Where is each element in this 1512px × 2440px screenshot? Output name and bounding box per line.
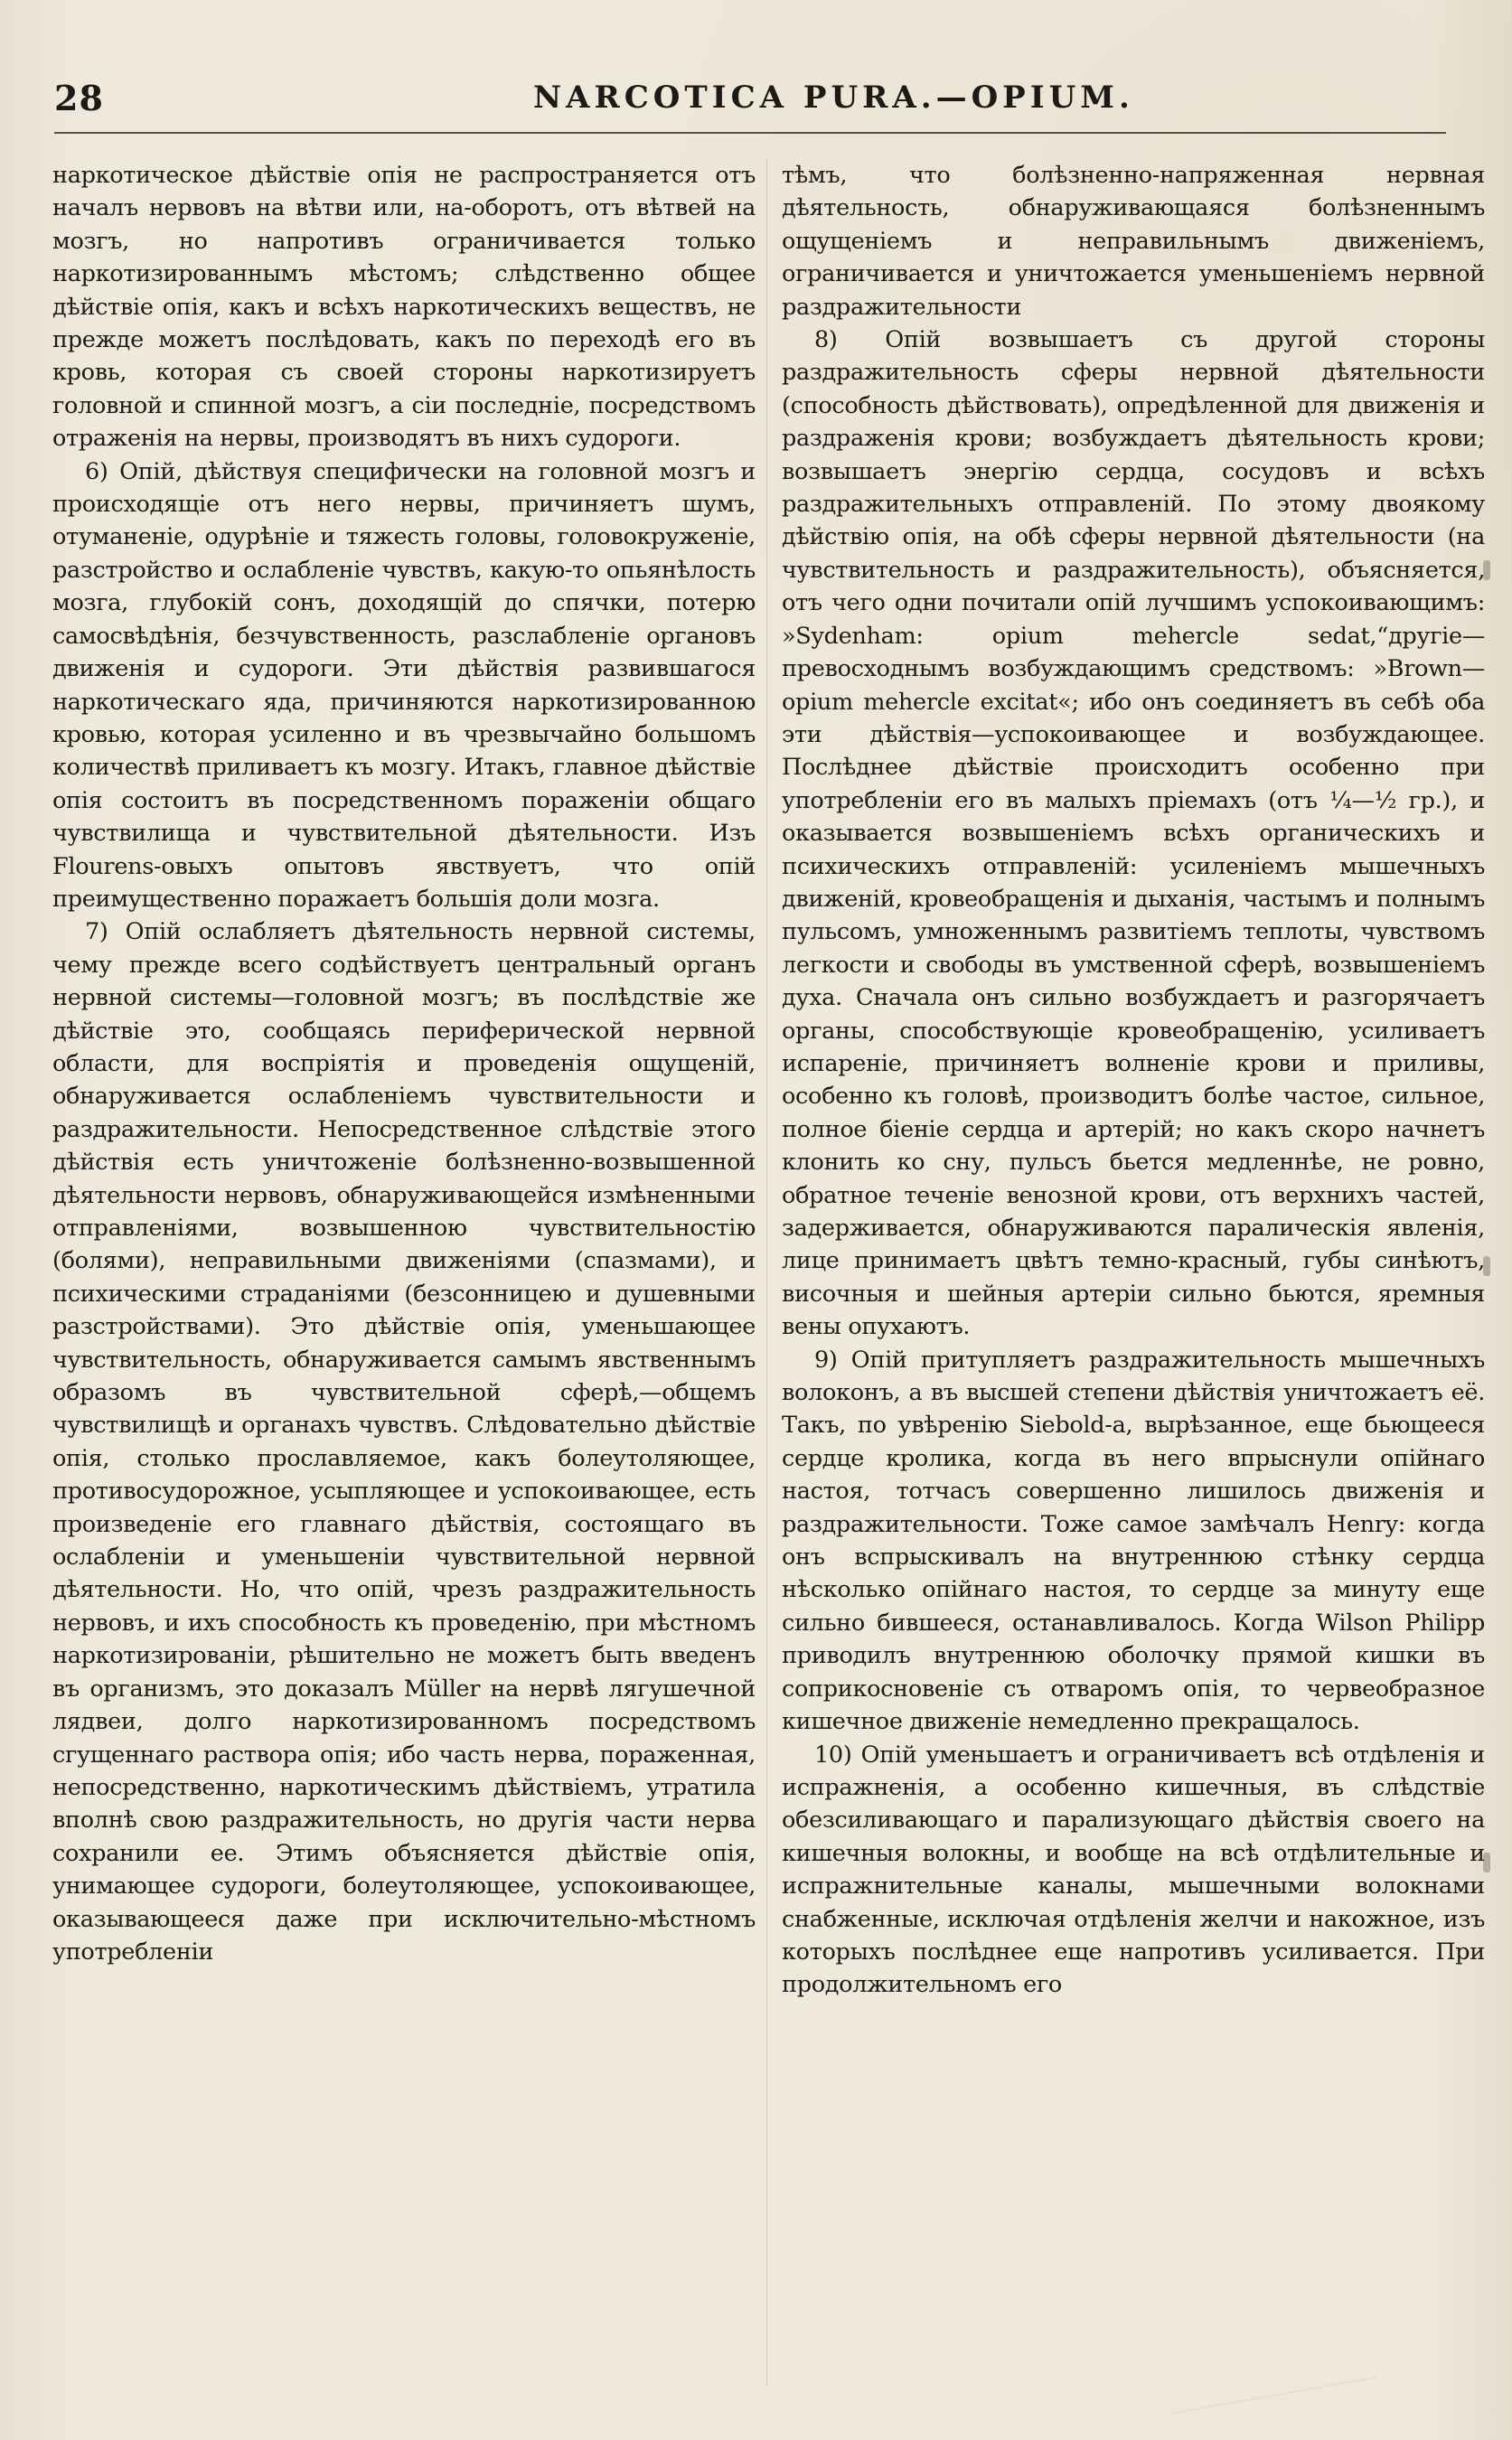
faint-marginalia [1162, 2323, 1376, 2415]
left-paragraph-2: 6) Опій, дѣйствуя специфически на головной мозгъ и происходящіе отъ него нервы, причиняетъ шумъ, отуманеніе, одурѣніе и тяжесть головы, головокруженіе, разстройство и ослабленіе чувствъ, какую-то опьянѣлость мозга, глубокій сонъ, доходящій до спячки, потерю самосвѣдѣнія, безчувственность, разслабленіе органовъ движенія и судороги. Эти дѣйствія развившагося наркотическаго яда, причиняются наркотизированною кровью, которая усиленно и въ чрезвычайно большомъ количествѣ приливаетъ къ мозгу. Итакъ, главное дѣйствіе опія состоитъ въ посредственномъ пораженіи общаго чувствилища и чувствительной дѣятельности. Изъ Flourens-овыхъ опытовъ явствуетъ, что опій преимущественно поражаетъ большія доли мозга. [52, 457, 756, 913]
page-header [54, 78, 1446, 141]
left-column [52, 159, 756, 1968]
left-paragraph-1: наркотическое дѣйствіе опія не распространяется отъ началъ нервовъ на вѣтви или, на-оборотъ, отъ вѣтвей на мозгъ, но напротивъ ограничивается только наркотизированнымъ мѣстомъ; слѣдственно общее дѣйствіе опія, какъ и всѣхъ наркотическихъ веществъ, не прежде можетъ послѣдовать, какъ по переходѣ его въ кровь, которая съ своей стороны наркотизируетъ головной и спинной мозгъ, а сіи последніе, посредствомъ отраженія на нервы, производятъ въ нихъ судороги. [52, 162, 756, 453]
margin-mark [1483, 1256, 1490, 1276]
margin-mark [1483, 560, 1490, 580]
margin-mark [1483, 1853, 1490, 1872]
right-paragraph-3: 9) Опій притупляетъ раздражительность мышечныхъ волоконъ, а въ высшей степени дѣйствія уничтожаетъ её. Такъ, по увѣренію Siebold-а, вырѣзанное, еще бьющееся сердце кролика, когда въ него впрыснули опійнаго настоя, тотчасъ совершенно лишилось движенія и раздражительности. Тоже самое замѣчалъ Henry: когда онъ вспрыскивалъ на внутреннюю стѣнку сердца нѣсколько опійнаго настоя, то сердце за минуту еще сильно бившееся, останавливалось. Когда Wilson Philipp приводилъ внутреннюю оболочку прямой кишки въ соприкосновеніе съ отваромъ опія, то червеобразное кишечное движеніе немедленно прекращалось. [782, 1346, 1485, 1736]
page-number: 28 [54, 78, 104, 118]
column-gutter [766, 159, 767, 2387]
right-paragraph-1: тѣмъ, что болѣзненно-напряженная нервная дѣятельность, обнаруживающаяся болѣзненнымъ ощущеніемъ и неправильнымъ движеніемъ, ограничивается и уничтожается уменьшеніемъ нервной раздражительности [782, 162, 1485, 321]
running-title: NARCOTICA PURA.—OPIUM. [533, 80, 1134, 116]
left-paragraph-3: 7) Опій ослабляетъ дѣятельность нервной системы, чему прежде всего содѣйствуетъ центральный органъ нервной системы—головной мозгъ; въ послѣдствіе же дѣйствіе это, сообщаясь периферической нервной области, для воспріятія и проведенія ощущеній, обнаруживается ослабленіемъ чувствительности и раздражительности. Непосредственное слѣдствіе этого дѣйствія есть уничтоженіе болѣзненно-возвышенной дѣятельности нервовъ, обнаруживающейся измѣненными отправленіями, возвышенною чувствительностію (болями), неправильными движеніями (спазмами), и психическими страданіями (безсонницею и душевными разстройствами). Это дѣйствіе опія, уменьшающее чувствительность, обнаруживается самымъ явственнымъ образомъ въ чувствительной сферѣ,—общемъ чувствилищѣ и органахъ чувствъ. Слѣдовательно дѣйствіе опія, столько прославляемое, какъ болеутоляющее, противосудорожное, усыпляющее и успокоивающее, есть произведеніе его главнаго дѣйствія, состоящаго въ ослабленіи и уменьшеніи чувствительной нервной дѣятельности. Но, что опій, чрезъ раздражительность нервовъ, и ихъ способность къ проведенію, при мѣстномъ наркотизированіи, рѣшительно не можетъ быть введенъ въ организмъ, это доказалъ Müller на нервѣ лягушечной лядвеи, долго наркотизированномъ посредствомъ сгущеннаго раствора опія; ибо часть нерва, пораженная, непосредственно, наркотическимъ дѣйствіемъ, утратила вполнѣ свою раздражительность, но другія части нерва сохранили ее. Этимъ объясняется дѣйствіе опія, унимающее судороги, болеутоляющее, успокоивающее, оказывающееся даже при исключительно-мѣстномъ употребленіи [52, 918, 756, 1966]
header-rule [54, 132, 1446, 134]
right-paragraph-4: 10) Опій уменьшаетъ и ограничиваетъ всѣ отдѣленія и испражненія, а особенно кишечныя, въ слѣдствіе обезсиливающаго и парализующаго дѣйствія своего на кишечныя волокны, и вообще на всѣ отдѣлительные и испражнительные каналы, мышечными волокнами снабженные, исключая отдѣленія желчи и накожное, изъ которыхъ послѣднее еще напротивъ усиливается. При продолжительномъ его [782, 1741, 1485, 1999]
right-column [782, 159, 1485, 2002]
right-paragraph-2: 8) Опій возвышаетъ съ другой стороны раздражительность сферы нервной дѣятельности (способность дѣйствовать), опредѣленной для движенія и раздраженія крови; возбуждаетъ дѣятельность крови; возвышаетъ энергію сердца, сосудовъ и всѣхъ раздражительныхъ отправленій. По этому двоякому дѣйствію опія, на обѣ сферы нервной дѣятельности (на чувствительность и раздражительность), объясняется, отъ чего одни почитали опій лучшимъ успокоивающимъ: »Sydenham: opium mehercle sedat,“другіе—превосходнымъ возбуждающимъ средствомъ: »Brown—opium mehercle excitat«; ибо онъ соединяетъ въ себѣ оба эти дѣйствія—успокоивающее и возбуждающее. Послѣднее дѣйствіе происходитъ особенно при употребленіи его въ малыхъ пріемахъ (отъ ¼—½ гр.), и оказывается возвышеніемъ всѣхъ органическихъ и психическихъ отправленій: усиленіемъ мышечныхъ движеній, кровеобращенія и дыханія, частымъ и полнымъ пульсомъ, умноженнымъ развитіемъ теплоты, чувствомъ легкости и свободы въ умственной сферѣ, возвышеніемъ духа. Сначала онъ сильно возбуждаетъ и разгорячаетъ органы, способствующіе кровеобращенію, усиливаетъ испареніе, причиняетъ волненіе крови и приливы, особенно къ головѣ, производитъ болѣе частое, сильное, полное біеніе сердца и артерій; но какъ скоро начнетъ клонить ко сну, пульсъ бьется медленнѣе, не ровно, обратное теченіе венозной крови, отъ верхнихъ частей, задерживается, обнаруживаются паралическія явленія, лице принимаетъ цвѣтъ темно-красный, губы синѣютъ, височныя и шейныя артеріи сильно бьются, яремныя вены опухаютъ. [782, 326, 1485, 1341]
